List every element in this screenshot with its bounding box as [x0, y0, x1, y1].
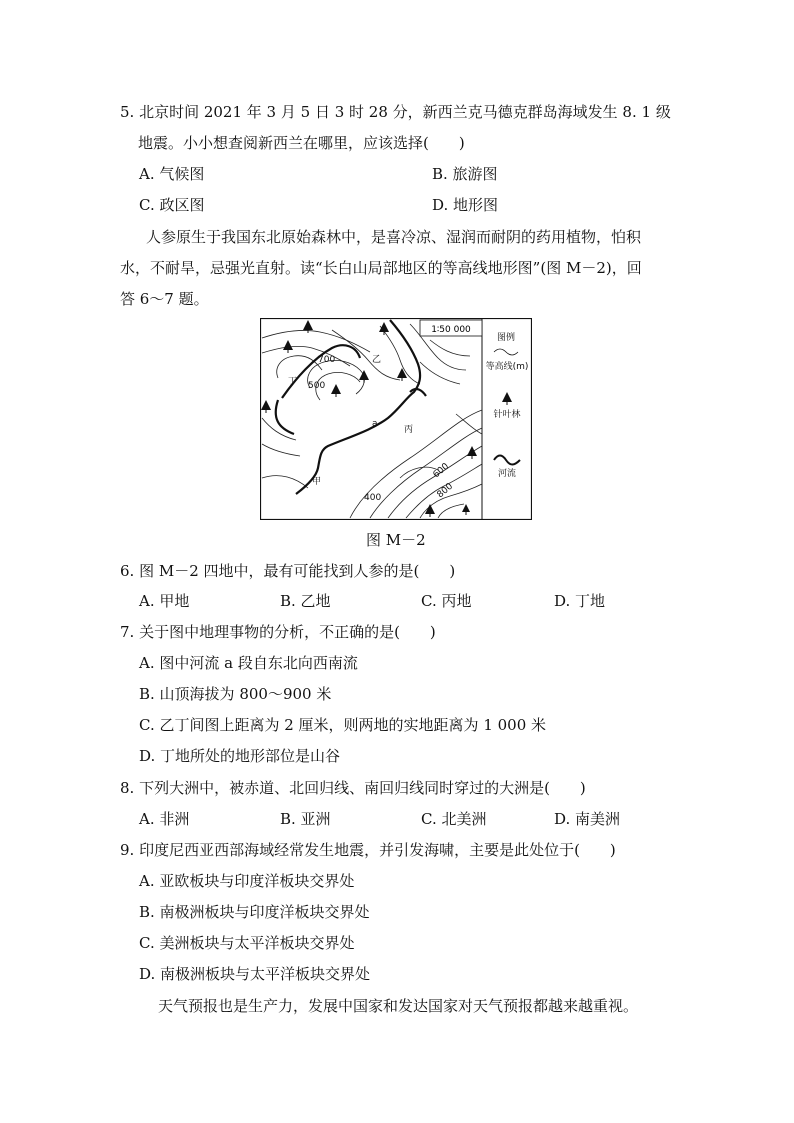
scale-label: 1∶50 000	[431, 325, 471, 335]
q7-option-b[interactable]: B. 山顶海拔为 800～900 米	[139, 685, 332, 703]
passage-line2: 水，不耐旱，忌强光直射。读“长白山局部地区的等高线地形图”(图 M－2)，回	[120, 259, 642, 277]
q7-option-a[interactable]: A. 图中河流 a 段自东北向西南流	[139, 654, 358, 672]
q9-option-b[interactable]: B. 南极洲板块与印度洋板块交界处	[139, 903, 370, 921]
q8-option-d[interactable]: D. 南美洲	[554, 810, 621, 828]
q7-option-d[interactable]: D. 丁地所处的地形部位是山谷	[139, 747, 341, 765]
figure-caption: 图 M－2	[366, 531, 426, 549]
q6-option-b[interactable]: B. 乙地	[280, 592, 331, 610]
passage-line3: 答 6～7 题。	[120, 290, 209, 308]
legend-contour-label: 等高线(m)	[485, 362, 529, 372]
q6-stem: 6. 图 M－2 四地中，最有可能找到人参的是( )	[120, 562, 456, 580]
q5-option-d[interactable]: D. 地形图	[432, 196, 499, 214]
q5-stem-line2: 地震。小小想查阅新西兰在哪里，应该选择( )	[138, 134, 465, 152]
legend-river-label: 河流	[497, 469, 517, 479]
q8-option-c[interactable]: C. 北美洲	[421, 810, 487, 828]
q9-stem: 9. 印度尼西亚西部海域经常发生地震，并引发海啸，主要是此处位于( )	[120, 841, 616, 859]
passage-line1: 人参原生于我国东北原始森林中，是喜冷凉、湿润而耐阴的药用植物，怕积	[146, 228, 642, 246]
q8-stem: 8. 下列大洲中，被赤道、北回归线、南回归线同时穿过的大洲是( )	[120, 779, 586, 797]
contour-label-400: 400	[364, 493, 382, 503]
contour-label-500: 500	[308, 381, 326, 391]
contour-label-700: 700	[318, 355, 336, 365]
q5-option-b[interactable]: B. 旅游图	[432, 165, 498, 183]
legend-title: 图例	[496, 333, 516, 343]
q8-option-a[interactable]: A. 非洲	[139, 810, 190, 828]
q5-option-a[interactable]: A. 气候图	[139, 165, 205, 183]
contour-map	[260, 318, 532, 520]
q5-option-c[interactable]: C. 政区图	[139, 196, 205, 214]
passage2-line1: 天气预报也是生产力，发展中国家和发达国家对天气预报都越来越重视。	[158, 997, 639, 1015]
q9-option-a[interactable]: A. 亚欧板块与印度洋板块交界处	[139, 872, 355, 890]
river-label-a: a	[372, 419, 378, 429]
q7-option-c[interactable]: C. 乙丁间图上距离为 2 厘米，则两地的实地距离为 1 000 米	[139, 716, 547, 734]
q8-option-b[interactable]: B. 亚洲	[280, 810, 331, 828]
contour-label-600: 600	[431, 461, 452, 481]
q7-stem: 7. 关于图中地理事物的分析，不正确的是( )	[120, 623, 436, 641]
q5-stem-line1: 5. 北京时间 2021 年 3 月 5 日 3 时 28 分，新西兰克马德克群岛海域发生 8. 1 级	[120, 103, 671, 121]
contour-label-800: 800	[435, 481, 456, 501]
q6-option-a[interactable]: A. 甲地	[139, 592, 190, 610]
q9-option-d[interactable]: D. 南极洲板块与太平洋板块交界处	[139, 965, 371, 983]
place-label-yi: 乙	[372, 355, 382, 365]
legend-conifer-label: 针叶林	[493, 410, 521, 420]
place-label-ding: 丁	[288, 377, 298, 387]
place-label-jia: 甲	[312, 477, 322, 487]
q6-option-d[interactable]: D. 丁地	[554, 592, 606, 610]
q6-option-c[interactable]: C. 丙地	[421, 592, 472, 610]
q9-option-c[interactable]: C. 美洲板块与太平洋板块交界处	[139, 934, 355, 952]
place-label-bing: 丙	[404, 425, 414, 435]
